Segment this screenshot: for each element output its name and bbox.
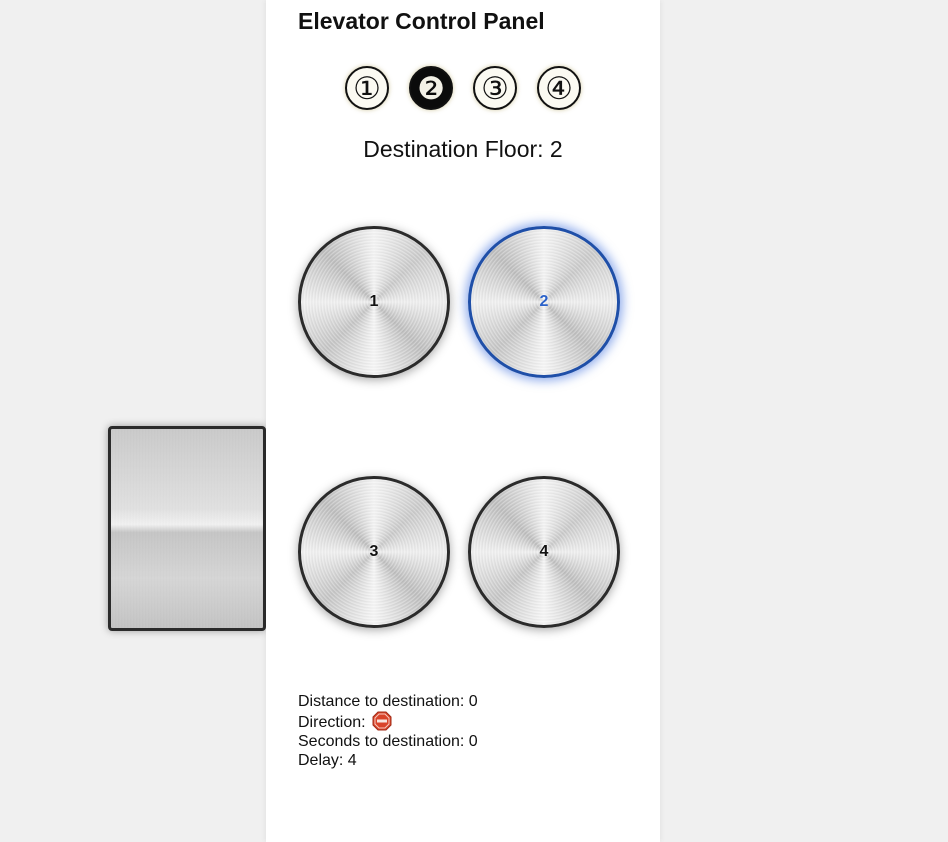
- floor-button-4[interactable]: 4: [468, 476, 620, 628]
- floor-indicators: [266, 66, 660, 110]
- page-title: Elevator Control Panel: [298, 8, 545, 34]
- destination-floor-label: Destination Floor: 2: [363, 136, 563, 162]
- stop-sign-icon: [372, 711, 392, 731]
- floor-indicator-1: ①: [345, 66, 389, 110]
- floor-button-1[interactable]: 1: [298, 226, 450, 378]
- seconds-to-destination: Seconds to destination: 0: [298, 733, 478, 750]
- distance-to-destination: Distance to destination: 0: [298, 693, 478, 710]
- elevator-car: [108, 426, 266, 631]
- delay-value: Delay: 4: [298, 752, 357, 769]
- floor-button-3[interactable]: 3: [298, 476, 450, 628]
- floor-indicator-2: ❷: [409, 66, 453, 110]
- direction-row: [298, 711, 478, 732]
- status-info: [298, 692, 478, 770]
- direction-label: Direction:: [298, 714, 366, 731]
- floor-indicator-4: ④: [537, 66, 581, 110]
- floor-button-2[interactable]: 2: [468, 226, 620, 378]
- floor-indicator-3: ③: [473, 66, 517, 110]
- control-panel: [266, 0, 660, 842]
